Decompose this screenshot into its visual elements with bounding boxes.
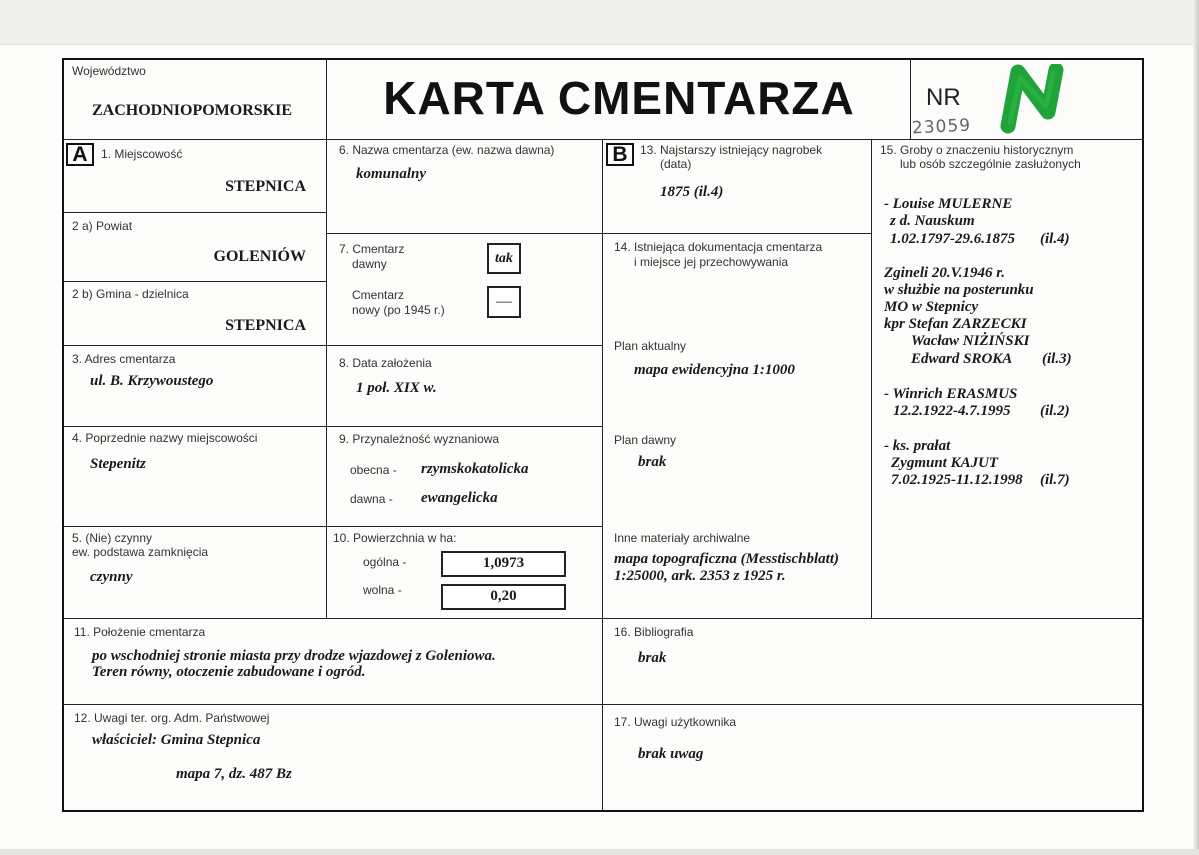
field-15-label: 15. Groby o znaczeniu historycznym [880,143,1074,157]
field-12-value-line-2: mapa 7, dz. 487 Bz [176,766,292,782]
grave-2-line-2: w służbie na posterunku [884,282,1034,298]
divider [871,139,872,619]
field-1-label: 1. Miejscowość [101,147,183,161]
field-2a-label: 2 a) Powiat [72,219,133,233]
field-12-value-line-1: właściciel: Gmina Stepnica [92,732,261,748]
field-7-old-box: tak [487,243,521,274]
field-10-total-box: 1,0973 [441,551,566,577]
field-7b-label-sub: nowy (po 1945 r.) [352,303,445,317]
field-11-label: 11. Położenie cmentarza [74,625,206,639]
divider [62,618,1144,619]
field-16-value: brak [638,650,667,666]
divider [62,426,603,427]
section-a-marker: A [66,143,94,166]
field-9-current-label: obecna - [350,463,397,477]
divider [62,139,1144,140]
field-12-label: 12. Uwagi ter. org. Adm. Państwowej [74,711,270,725]
grave-2-line-6: Edward SROKA [911,351,1013,367]
grave-1-maiden: z d. Nauskum [890,213,975,229]
divider [910,58,911,139]
nr-label: NR [926,84,961,111]
archive-label: Inne materiały archiwalne [614,531,751,545]
grave-4-ref: (il.7) [1040,472,1070,488]
field-10-total-label: ogólna - [363,555,407,569]
field-1-value: STEPNICA [225,178,306,195]
grave-4-name: Zygmunt KAJUT [891,455,999,471]
grave-1-ref: (il.4) [1040,231,1070,247]
field-17-label: 17. Uwagi użytkownika [614,715,737,729]
scan-right-edge [1193,0,1199,855]
field-4-value: Stepenitz [90,456,146,472]
field-5-label: 5. (Nie) czynny [72,531,153,545]
archive-value-line-2: 1:25000, ark. 2353 z 1925 r. [614,568,786,584]
field-7-new-box: — [487,286,521,318]
field-8-label: 8. Data założenia [339,356,432,370]
green-n-marker-icon [998,64,1070,136]
field-9-former-label: dawna - [350,492,393,506]
field-6-value: komunalny [356,166,427,182]
grave-3-ref: (il.2) [1040,403,1070,419]
archive-value-line-1: mapa topograficzna (Messtischblatt) [614,551,840,567]
field-11-value-line-2: Teren równy, otoczenie zabudowane i ogród. [92,664,366,680]
divider [602,139,603,812]
divider [326,233,871,234]
field-9-current-value: rzymskokatolicka [421,461,529,477]
field-14-label: 14. Istniejąca dokumentacja cmentarza [614,240,823,254]
grave-1-name: - Louise MULERNE [884,196,1013,212]
field-15-label-sub: lub osób szczególnie zasłużonych [900,157,1081,171]
field-13-label-sub: (data) [660,157,692,171]
field-13-label: 13. Najstarszy istniejący nagrobek [640,143,823,157]
field-9-former-value: ewangelicka [421,490,498,506]
voivodeship-label: Województwo [72,64,146,78]
field-4-label: 4. Poprzednie nazwy miejscowości [72,431,258,445]
divider [62,212,326,213]
field-2b-value: STEPNICA [225,317,306,334]
field-14-label-sub: i miejsce jej przechowywania [634,255,789,269]
scan-bottom-edge [0,849,1199,855]
field-2b-label: 2 b) Gmina - dzielnica [72,287,189,301]
nr-handwritten: 23059 [911,115,972,139]
scan-top-margin [0,0,1199,45]
plan-current-label: Plan aktualny [614,339,687,353]
field-11-value-line-1: po wschodniej stronie miasta przy drodze wjazdowej z Goleniowa. [92,648,496,664]
divider [62,526,603,527]
field-17-value: brak uwag [638,746,704,762]
field-13-value: 1875 (il.4) [660,184,724,200]
grave-2-line-5: Wacław NIŻIŃSKI [911,333,1030,349]
plan-old-label: Plan dawny [614,433,677,447]
plan-old-value: brak [638,454,667,470]
grave-2-ref: (il.3) [1042,351,1072,367]
field-9-label: 9. Przynależność wyznaniowa [339,432,500,446]
field-7b-label: Cmentarz [352,288,405,302]
field-10-label: 10. Powierzchnia w ha: [333,531,457,545]
field-3-value: ul. B. Krzywoustego [90,373,214,389]
divider [62,281,326,282]
grave-3-dates: 12.2.1922-4.7.1995 [893,403,1011,419]
grave-4-title: - ks. prałat [884,438,951,454]
divider [326,58,327,619]
field-10-free-label: wolna - [363,583,402,597]
field-5-label-sub: ew. podstawa zamknięcia [72,545,209,559]
grave-2-line-1: Zgineli 20.V.1946 r. [884,265,1005,281]
field-7-label-sub: dawny [352,257,387,271]
grave-2-line-3: MO w Stepnicy [884,299,979,315]
divider [62,704,1144,705]
field-7-label: 7. Cmentarz [339,242,405,256]
field-6-label: 6. Nazwa cmentarza (ew. nazwa dawna) [339,143,555,157]
divider [62,345,603,346]
section-b-marker: B [606,143,634,166]
grave-2-line-4: kpr Stefan ZARZECKI [884,316,1027,332]
field-10-free-box: 0,20 [441,584,566,610]
field-5-value: czynny [90,569,133,585]
grave-3-name: - Winrich ERASMUS [884,386,1018,402]
field-2a-value: GOLENIÓW [213,248,306,265]
grave-1-dates: 1.02.1797-29.6.1875 [890,231,1015,247]
page-title: KARTA CMENTARZA [383,72,855,124]
field-16-label: 16. Bibliografia [614,625,694,639]
plan-current-value: mapa ewidencyjna 1:1000 [634,362,795,378]
grave-4-dates: 7.02.1925-11.12.1998 [891,472,1023,488]
voivodeship-value: ZACHODNIOPOMORSKIE [92,102,293,119]
field-8-value: 1 poł. XIX w. [356,380,437,396]
field-3-label: 3. Adres cmentarza [72,352,176,366]
